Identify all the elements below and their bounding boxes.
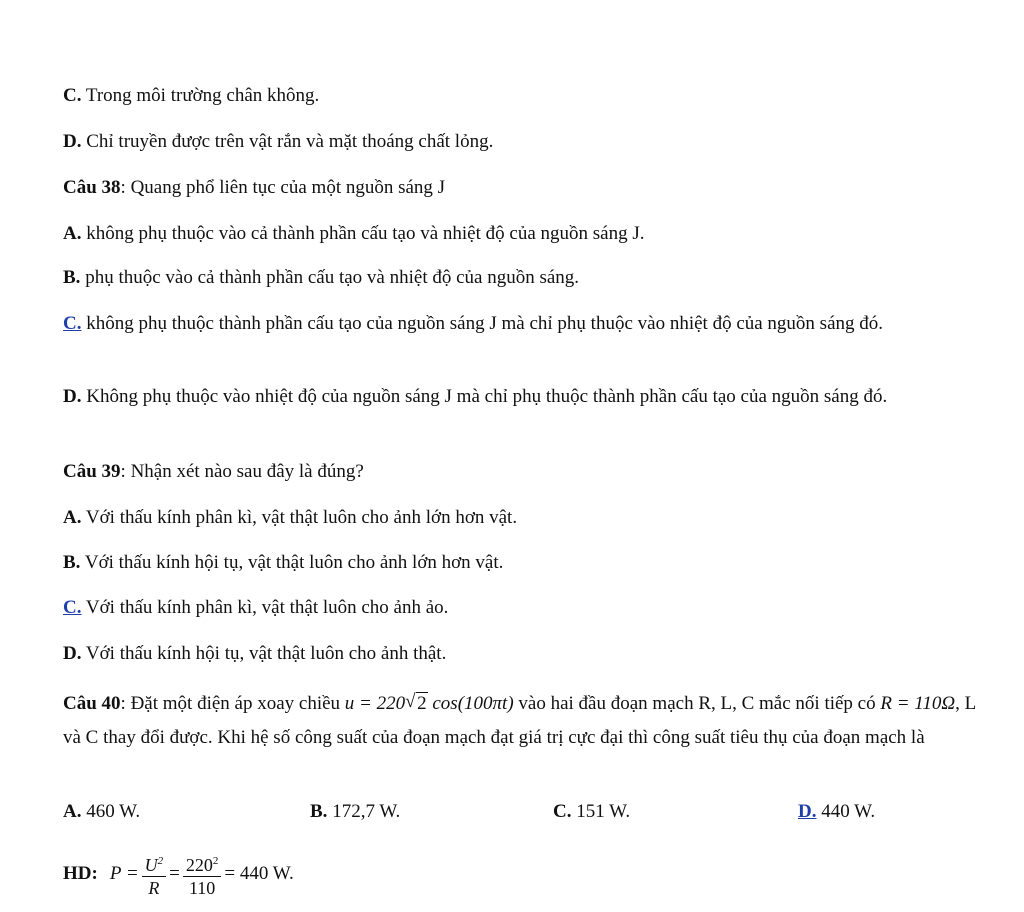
option-label: C. (553, 801, 572, 822)
option-text: Với thấu kính phân kì, vật thật luôn cho ảnh lớn hơn vật. (81, 507, 518, 528)
option-text: phụ thuộc vào cả thành phần cấu tạo và nhiệt độ của nguồn sáng. (80, 267, 580, 288)
option-label: C. (63, 85, 82, 106)
option-text: Không phụ thuộc vào nhiệt độ của nguồn sáng J mà chỉ phụ thuộc thành phần cấu tạo của nguồn sáng đó. (81, 386, 888, 407)
q39-option-b (63, 551, 503, 575)
option-label: A. (63, 507, 82, 528)
option-label: A. (63, 801, 82, 822)
option-label: A. (63, 223, 82, 244)
formula-part: u = 220 (344, 693, 406, 714)
fraction-u2-over-r (142, 850, 167, 899)
option-label: D. (63, 131, 82, 152)
q39-option-c (63, 596, 448, 620)
option-text: Chỉ truyền được trên vật rắn và mặt thoáng chất lỏng. (81, 131, 494, 152)
option-text: Trong môi trường chân không. (81, 85, 320, 106)
fraction-denominator: 110 (188, 877, 216, 898)
option-c-prev (63, 84, 319, 108)
option-text: Với thấu kính hội tụ, vật thật luôn cho ảnh thật. (81, 643, 447, 664)
question-text: vào hai đầu đoạn mạch R, L, C mắc nối tiếp có (513, 693, 881, 714)
question-text: , L và C thay đổi được. Khi hệ số công suất của đoạn mạch đạt giá trị cực đại thì công suất tiêu thụ của đoạn mạch là (63, 693, 976, 748)
numerator-base: 220 (185, 854, 213, 875)
question-text: : Quang phổ liên tục của một nguồn sáng J (120, 177, 446, 198)
q38-option-a (63, 222, 644, 246)
option-text: Với thấu kính phân kì, vật thật luôn cho ảnh ảo. (81, 597, 449, 618)
question-label: Câu 38 (63, 177, 121, 198)
option-label: B. (63, 552, 81, 573)
fraction-220sq-over-110 (183, 850, 222, 899)
hint-label: HD: (63, 863, 98, 884)
sqrt-symbol (405, 687, 428, 721)
option-text: 440 W. (816, 801, 876, 822)
fraction-denominator: R (148, 877, 160, 898)
question-39 (63, 460, 364, 484)
correct-answer-label: D. (798, 801, 817, 822)
option-label: D. (63, 643, 82, 664)
numerator-exponent: 2 (212, 854, 219, 867)
fraction-numerator (183, 850, 222, 877)
option-d-prev (63, 130, 493, 154)
q39-option-a (63, 506, 517, 530)
question-label: Câu 40 (63, 693, 121, 714)
numerator-base: U (144, 854, 158, 875)
option-text: không phụ thuộc vào cả thành phần cấu tạo và nhiệt độ của nguồn sáng J. (81, 223, 645, 244)
formula-part: cos(100πt) (427, 693, 514, 714)
option-text: không phụ thuộc thành phần cấu tạo của nguồn sáng J mà chỉ phụ thuộc vào nhiệt độ của nguồn sáng đó. (81, 313, 884, 334)
q38-option-b (63, 266, 579, 290)
q40-option-c (553, 800, 630, 824)
sqrt-value: 2 (417, 693, 427, 714)
q40-option-b (310, 800, 400, 824)
fraction-numerator (142, 850, 167, 877)
solution-hint (63, 848, 294, 900)
correct-answer-label: C. (63, 313, 82, 334)
question-text: : Đặt một điện áp xoay chiều (120, 693, 345, 714)
question-text: : Nhận xét nào sau đây là đúng? (120, 461, 364, 482)
correct-answer-label: C. (63, 597, 82, 618)
formula-result: = 440 W. (224, 863, 294, 884)
option-label: D. (63, 386, 82, 407)
question-38 (63, 176, 445, 200)
option-text: 151 W. (571, 801, 631, 822)
voltage-formula (345, 693, 514, 714)
option-text: 460 W. (81, 801, 141, 822)
option-label: B. (310, 801, 328, 822)
question-label: Câu 39 (63, 461, 121, 482)
q38-option-c (63, 309, 983, 339)
option-label: B. (63, 267, 81, 288)
numerator-exponent: 2 (157, 854, 164, 867)
resistance-formula: R = 110Ω (880, 693, 956, 714)
question-40 (63, 687, 983, 755)
q40-option-a (63, 800, 140, 824)
q39-option-d (63, 642, 446, 666)
formula-part: P = (109, 863, 139, 884)
option-text: Với thấu kính hội tụ, vật thật luôn cho ảnh lớn hơn vật. (80, 552, 504, 573)
option-text: 172,7 W. (327, 801, 401, 822)
q38-option-d (63, 382, 983, 412)
q40-option-d (798, 800, 875, 824)
equals-sign: = (169, 863, 180, 884)
